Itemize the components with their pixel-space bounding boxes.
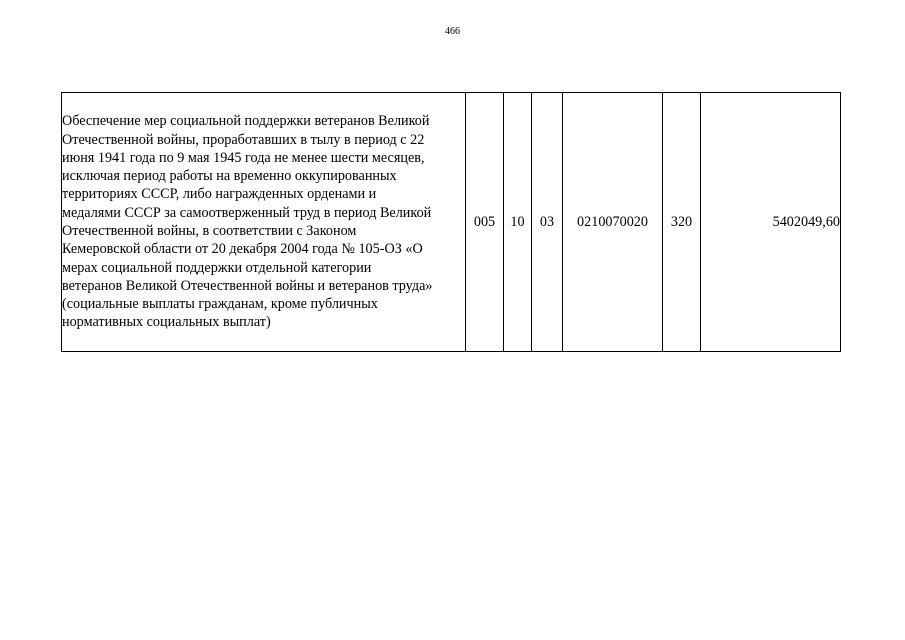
amount-cell: 5402049,60 — [701, 93, 841, 352]
target-article-cell: 0210070020 — [563, 93, 663, 352]
description-line: ветеранов Великой Отечественной войны и ветеранов труда» — [62, 277, 433, 294]
section-cell: 10 — [504, 93, 532, 352]
description-line: медалями СССР за самоотверженный труд в период Великой — [62, 204, 432, 221]
description-line: Кемеровской области от 20 декабря 2004 года № 105-ОЗ «О — [62, 241, 423, 258]
description-line: нормативных социальных выплат) — [62, 314, 271, 331]
expense-type-cell: 320 — [663, 93, 701, 352]
table-row — [62, 93, 841, 352]
ministry-code-cell: 005 — [466, 93, 504, 352]
description-line: территориях СССР, либо награжденных орденами и — [62, 186, 377, 203]
page-number: 466 — [445, 26, 460, 37]
description-line: Отечественной войны, проработавших в тылу в период с 22 — [62, 131, 425, 148]
budget-table — [61, 92, 841, 352]
description-cell — [62, 93, 466, 352]
description-line: мерах социальной поддержки отдельной категории — [62, 259, 372, 276]
subsection-cell: 03 — [532, 93, 563, 352]
description-line: (социальные выплаты гражданам, кроме публичных — [62, 296, 378, 313]
description-line: Отечественной войны, в соответствии с Законом — [62, 223, 357, 239]
description-line: Обеспечение мер социальной поддержки ветеранов Великой — [62, 113, 430, 130]
description-line: июня 1941 года по 9 мая 1945 года не менее шести месяцев, — [62, 149, 425, 166]
description-line: исключая период работы на временно оккупированных — [62, 168, 397, 185]
